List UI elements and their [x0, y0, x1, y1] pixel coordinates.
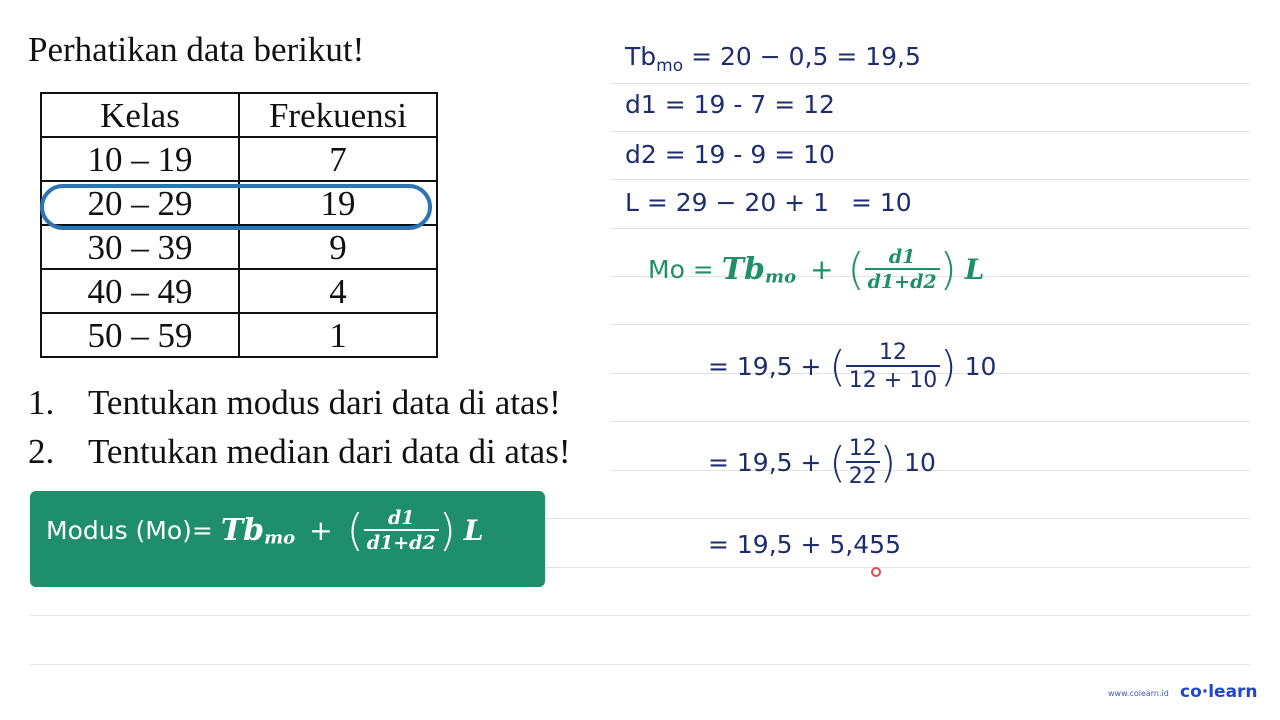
table-cell-kelas: 10 – 19 — [41, 137, 239, 181]
tb-value: = 20 − 0,5 = 19,5 — [691, 42, 921, 71]
table-row — [41, 313, 437, 357]
formula-fraction — [364, 507, 439, 554]
work-d2: d2 = 19 - 9 = 10 — [625, 140, 835, 169]
L-expression: L = 29 − 20 + 1 — [625, 188, 829, 217]
table-cell-kelas: 50 – 59 — [41, 313, 239, 357]
step1-prefix: = 19,5 + — [708, 352, 822, 381]
work-mo-formula: $Mo = Tb_{mo}$ + ( $\frac{d1}{d1+d2}$ ) L — [648, 244, 985, 295]
table-cell-kelas: 40 – 49 — [41, 269, 239, 313]
formula-sub: mo — [264, 527, 296, 549]
header-kelas: Kelas — [41, 93, 239, 137]
rule-line — [610, 324, 1250, 325]
mo-L: L — [964, 253, 985, 286]
fraction-denominator: d1+d2 — [364, 529, 439, 554]
mo-fraction — [865, 246, 940, 293]
step2-denominator: 22 — [846, 461, 880, 489]
table-cell-frekuensi: 4 — [239, 269, 437, 313]
table-cell-frekuensi: 7 — [239, 137, 437, 181]
rule-line — [610, 179, 1250, 180]
table-cell-frekuensi: 19 — [239, 181, 437, 225]
work-d1: d1 = 19 - 7 = 12 — [625, 90, 835, 119]
step2-numerator: 12 — [848, 436, 877, 461]
step2-prefix: = 19,5 + — [708, 448, 822, 477]
step1-suffix: 10 — [964, 352, 997, 381]
mo-tb: Tb — [721, 252, 766, 287]
table-row — [41, 137, 437, 181]
cursor-dot — [871, 567, 881, 577]
question-text: Tentukan median dari data di atas! — [88, 432, 571, 471]
step1-denominator: 12 + 10 — [846, 365, 940, 393]
work-step-2: = 19,5 + ( $\frac{12}{22}$ ) 10 — [708, 436, 936, 489]
formula-L: L — [463, 514, 484, 547]
table-cell-kelas: 30 – 39 — [41, 225, 239, 269]
rule-line — [30, 615, 1250, 616]
work-step-3: = 19,5 + 5,455 — [708, 530, 901, 559]
question-number: 2. — [28, 432, 55, 471]
step1-fraction — [846, 340, 940, 393]
rule-line — [545, 518, 1250, 519]
rule-line — [545, 567, 1250, 568]
rule-line — [610, 83, 1250, 84]
mo-denominator: d1+d2 — [865, 268, 940, 293]
step1-numerator: 12 — [879, 340, 907, 365]
header-frekuensi: Frekuensi — [239, 93, 437, 137]
rule-line — [610, 131, 1250, 132]
table-row — [41, 269, 437, 313]
L-result: = 10 — [850, 188, 912, 217]
mo-label: Mo = — [648, 255, 714, 284]
rule-line — [610, 228, 1250, 229]
formula-plus: + — [309, 514, 333, 547]
work-L — [625, 188, 912, 217]
tb-symbol: Tb — [625, 42, 657, 71]
table-cell-kelas: 20 – 29 — [41, 181, 239, 225]
step2-suffix: 10 — [904, 448, 936, 477]
mode-formula-box — [30, 491, 545, 587]
question-number: 1. — [28, 383, 55, 422]
table-header-row — [41, 93, 437, 137]
table-cell-frekuensi: 9 — [239, 225, 437, 269]
tb-subscript: mo — [656, 56, 684, 76]
table-row — [41, 225, 437, 269]
rule-line — [30, 664, 1250, 665]
step2-fraction — [846, 436, 880, 489]
mode-formula: Modus $(Mo)= Tb_{mo}$ + ( $\frac{d1}{d1+d2}$ ) L — [46, 505, 484, 556]
work-step-1: = 19,5 + ( $\frac{12}{12 + 10}$ ) 10 — [708, 340, 997, 393]
mo-sub: mo — [765, 266, 797, 288]
question-1 — [28, 383, 561, 423]
modal-class-highlight — [40, 184, 432, 230]
formula-tb: Tb — [220, 513, 265, 548]
question-2 — [28, 432, 571, 472]
work-tb — [625, 42, 921, 76]
mo-numerator: d1 — [888, 246, 916, 268]
fraction-numerator: d1 — [387, 507, 415, 529]
table-cell-frekuensi: 1 — [239, 313, 437, 357]
rule-line — [610, 421, 1250, 422]
mo-plus: + — [810, 253, 834, 286]
footer-url: www.colearn.id — [1108, 689, 1169, 698]
formula-label: Modus (Mo)= — [46, 516, 213, 545]
colearn-logo: co·learn — [1180, 682, 1258, 702]
question-text: Tentukan modus dari data di atas! — [88, 383, 561, 422]
heading: Perhatikan data berikut! — [28, 30, 365, 69]
